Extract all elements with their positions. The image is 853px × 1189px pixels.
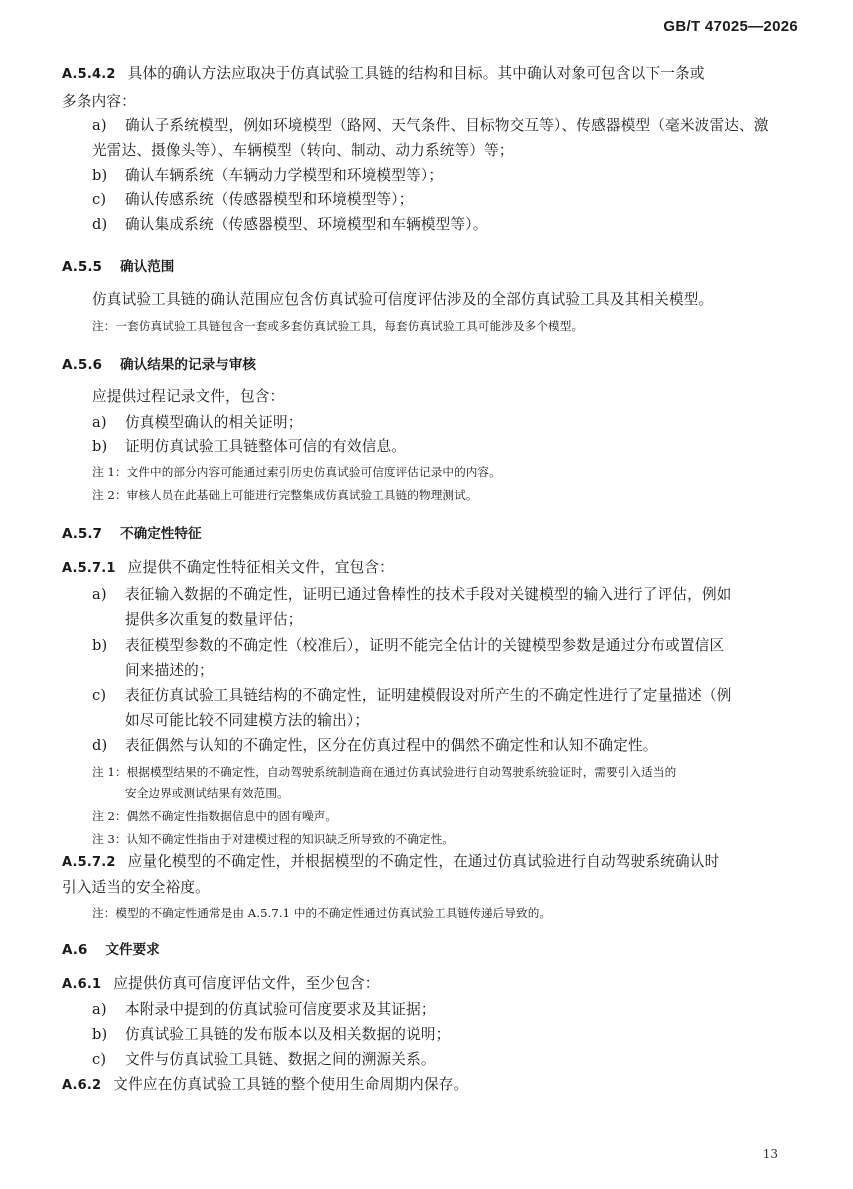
clause-text: 应提供不确定性特征相关文件，宜包含：: [127, 559, 394, 576]
list-item: 确认子系统模型，例如环境模型（路网、天气条件、目标物交互等）、传感器模型（毫米波雷达、激: [125, 117, 769, 134]
clause-number: A.5.7.2: [62, 855, 116, 870]
clause-text-cont: 多条内容：: [62, 93, 136, 110]
section-number: A.5.7: [62, 526, 103, 542]
list-item: 证明仿真试验工具链整体可信的有效信息。: [125, 438, 407, 455]
note: 注：一套仿真试验工具链包含一套或多套仿真试验工具，每套仿真试验工具可能涉及多个模型。: [92, 319, 584, 333]
list-marker: d): [92, 737, 108, 754]
section-heading-a6: [62, 940, 160, 960]
clause-text: 应量化模型的不确定性，并根据模型的不确定性，在通过仿真试验进行自动驾驶系统确认时: [127, 853, 720, 870]
list-marker: a): [92, 414, 107, 431]
section-number: A.5.6: [62, 357, 103, 373]
list-item: 表征偶然与认知的不确定性，区分在仿真过程中的偶然不确定性和认知不确定性。: [125, 737, 658, 754]
section-heading-a55: [62, 257, 174, 277]
list-item: 确认传感系统（传感器模型和环境模型等）；: [125, 191, 414, 208]
list-item: 表征仿真试验工具链结构的不确定性，证明建模假设对所产生的不确定性进行了定量描述（例: [125, 687, 732, 704]
clause-number: A.5.4.2: [62, 67, 116, 82]
note: 注 3：认知不确定性指由于对建模过程的知识缺乏所导致的不确定性。: [92, 832, 455, 846]
clause-a572: [62, 852, 719, 873]
note: 注 2：审核人员在此基础上可能进行完整集成仿真试验工具链的物理测试。: [92, 488, 478, 502]
list-marker: b): [92, 438, 108, 455]
list-item-cont: 如尽可能比较不同建模方法的输出）；: [125, 712, 370, 729]
section-heading-a56: [62, 355, 256, 375]
note: 注 1：根据模型结果的不确定性，自动驾驶系统制造商在通过仿真试验进行自动驾驶系统验证时，需要引入适当的: [92, 765, 677, 779]
list-item-cont: 间来描述的；: [125, 662, 214, 679]
standard-code: GB/T 47025—2026: [663, 18, 798, 35]
paragraph: 仿真试验工具链的确认范围应包含仿真试验可信度评估涉及的全部仿真试验工具及其相关模型。: [92, 291, 714, 308]
section-number: A.6: [62, 942, 88, 958]
clause-number: A.6.2: [62, 1078, 102, 1093]
note-cont: 安全边界或测试结果有效范围。: [125, 786, 289, 800]
note: 注 2：偶然不确定性指数据信息中的固有噪声。: [92, 809, 338, 823]
list-item: 确认车辆系统（车辆动力学模型和环境模型等）；: [125, 167, 444, 184]
clause-text: 文件应在仿真试验工具链的整个使用生命周期内保存。: [113, 1076, 469, 1093]
list-marker: c): [92, 1051, 107, 1068]
list-marker: c): [92, 191, 107, 208]
section-number: A.5.5: [62, 259, 103, 275]
section-heading-a57: [62, 524, 202, 544]
note: 注：模型的不确定性通常是由 A.5.7.1 中的不确定性通过仿真试验工具链传递后导致的。: [92, 906, 552, 920]
list-item-cont: 提供多次重复的数量评估；: [125, 611, 303, 628]
list-item: 表征输入数据的不确定性，证明已通过鲁棒性的技术手段对关键模型的输入进行了评估，例如: [125, 586, 732, 603]
clause-a571: [62, 558, 394, 579]
list-marker: c): [92, 687, 107, 704]
list-item: 仿真模型确认的相关证明；: [125, 414, 303, 431]
list-marker: b): [92, 1026, 108, 1043]
clause-text: 应提供仿真可信度评估文件，至少包含：: [113, 975, 380, 992]
list-item-cont: 光雷达、摄像头等）、车辆模型（转向、制动、动力系统等）等；: [92, 142, 514, 159]
page-number: 13: [762, 1147, 778, 1161]
list-marker: b): [92, 637, 108, 654]
note: 注 1：文件中的部分内容可能通过索引历史仿真试验可信度评估记录中的内容。: [92, 465, 501, 479]
list-item: 本附录中提到的仿真试验可信度要求及其证据；: [125, 1001, 436, 1018]
clause-a62: [62, 1075, 468, 1096]
clause-number: A.5.7.1: [62, 561, 116, 576]
list-marker: d): [92, 216, 108, 233]
clause-number: A.6.1: [62, 977, 102, 992]
section-title: 确认结果的记录与审核: [120, 357, 256, 373]
section-title: 文件要求: [105, 942, 160, 958]
list-item: 文件与仿真试验工具链、数据之间的溯源关系。: [125, 1051, 436, 1068]
list-marker: a): [92, 1001, 107, 1018]
list-item: 确认集成系统（传感器模型、环境模型和车辆模型等）。: [125, 216, 488, 233]
paragraph: 应提供过程记录文件，包含：: [92, 388, 285, 405]
clause-a542: [62, 64, 705, 85]
list-marker: a): [92, 586, 107, 603]
list-item: 表征模型参数的不确定性（校准后），证明不能完全估计的关键模型参数是通过分布或置信区: [125, 637, 725, 654]
list-item: 仿真试验工具链的发布版本以及相关数据的说明；: [125, 1026, 451, 1043]
list-marker: a): [92, 117, 107, 134]
section-title: 不确定性特征: [120, 526, 202, 542]
clause-a61: [62, 974, 380, 995]
list-marker: b): [92, 167, 108, 184]
clause-text: 具体的确认方法应取决于仿真试验工具链的结构和目标。其中确认对象可包含以下一条或: [127, 65, 705, 82]
clause-text-cont: 引入适当的安全裕度。: [62, 879, 210, 896]
section-title: 确认范围: [120, 259, 175, 275]
